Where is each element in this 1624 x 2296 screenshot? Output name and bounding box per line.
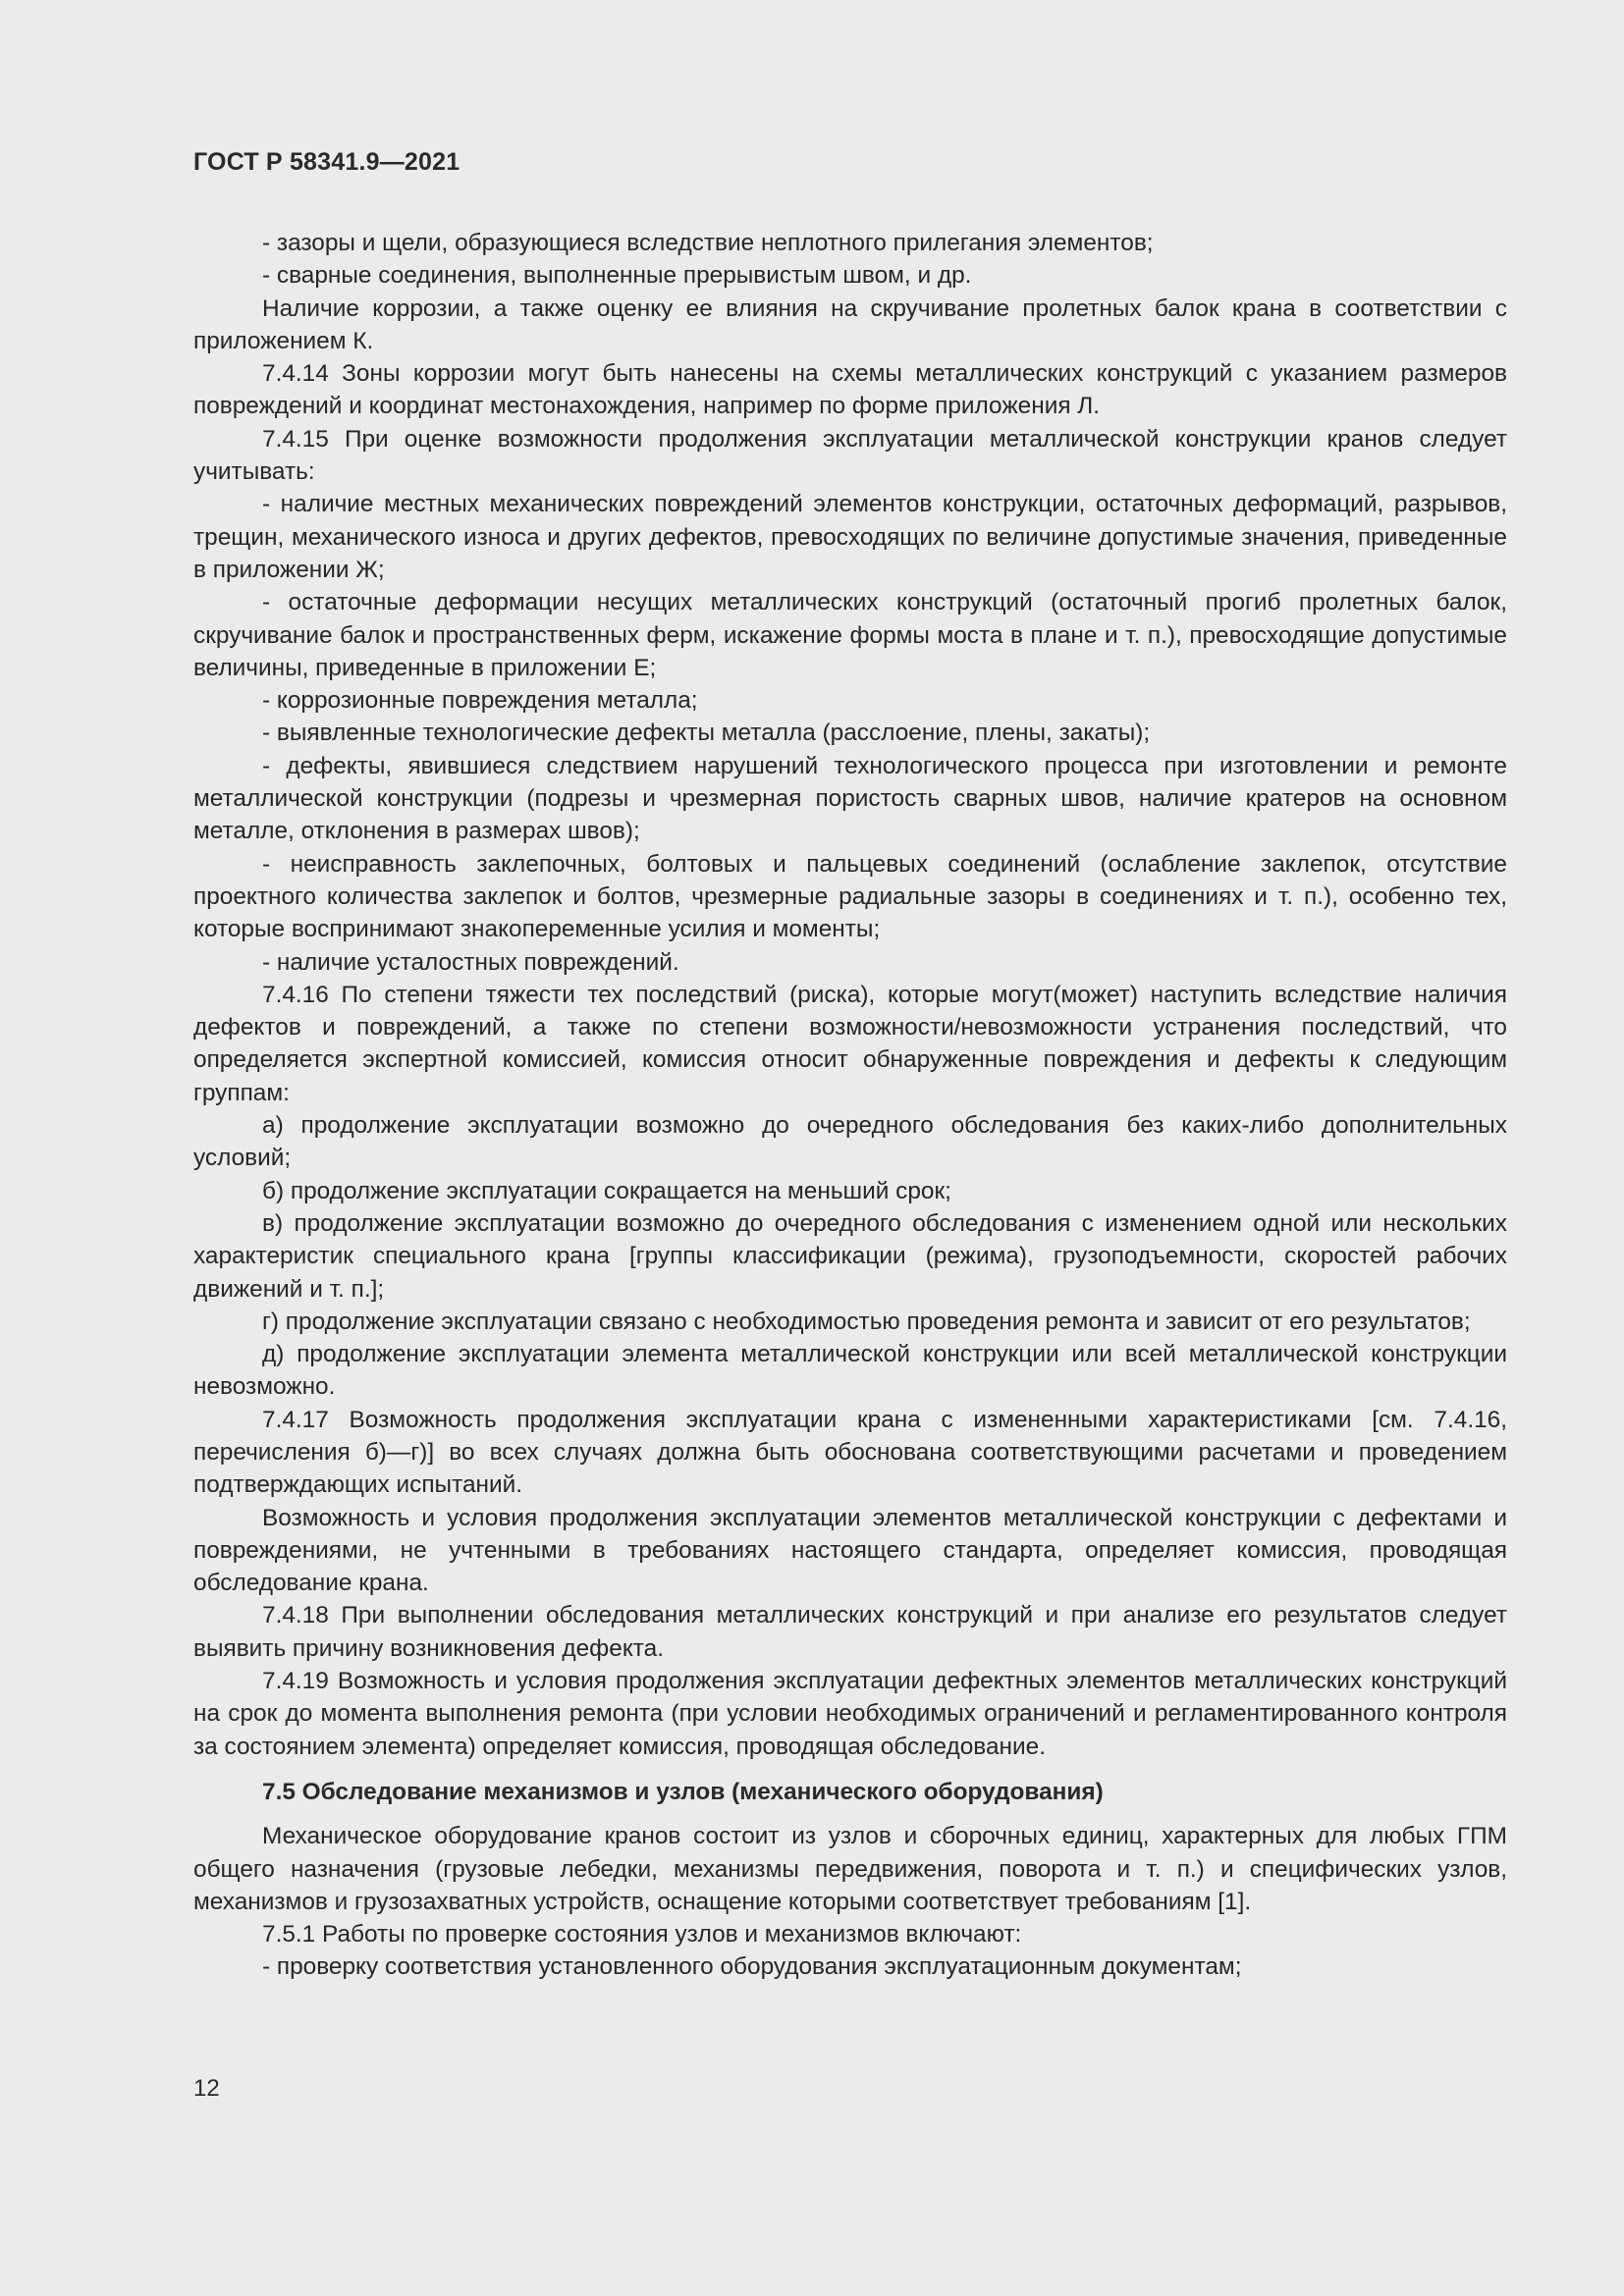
paragraph: - выявленные технологические дефекты металла (расслоение, плены, закаты); [262, 720, 1151, 747]
paragraph: 7.5.1 Работы по проверке состояния узлов и механизмов включают: [262, 1921, 1022, 1949]
page-number: 12 [193, 2075, 220, 2102]
paragraph: 7.4.17 Возможность продолжения эксплуатации крана с измененными характеристиками [см. 7.4.16, перечисления б)—г)] во всех случаях должна быть обоснована соответствующими расчетами и проведением подтверждающих испытаний. [193, 1406, 1507, 1499]
paragraph: Наличие коррозии, а также оценку ее влияния на скручивание пролетных балок крана в соответствии с приложением К. [193, 294, 1507, 354]
paragraph: - неисправность заклепочных, болтовых и пальцевых соединений (ослабление заклепок, отсутствие проектного количества заклепок и болтов, чрезмерные радиальные зазоры в соединениях и т. п.), особенно тех, которые воспринимают знакопеременные усилия и моменты; [193, 850, 1507, 943]
paragraph: Механическое оборудование кранов состоит из узлов и сборочных единиц, характерных для любых ГПМ общего назначения (грузовые лебедки, механизмы передвижения, поворота и т. п.) и специфических узлов, механизмов и грузозахватных устройств, оснащение которыми соответствует требованиям [1]. [193, 1823, 1507, 1915]
paragraph: - проверку соответствия установленного оборудования эксплуатационным документам; [262, 1953, 1242, 1981]
paragraph: - коррозионные повреждения металла; [262, 687, 698, 715]
paragraph: - сварные соединения, выполненные прерывистым швом, и др. [262, 262, 972, 290]
paragraph: - дефекты, явившиеся следствием нарушений технологического процесса при изготовлении и ремонте металлической конструкции (подрезы и чрезмерная пористость сварных швов, наличие кратеров на основном металле, отклонения в размерах швов); [193, 752, 1507, 845]
paragraph: - наличие усталостных повреждений. [262, 948, 679, 976]
paragraph: 7.4.18 При выполнении обследования металлических конструкций и при анализе его результатов следует выявить причину возникновения дефекта. [193, 1602, 1507, 1662]
section-heading: 7.5 Обследование механизмов и узлов (механического оборудования) [262, 1778, 1104, 1805]
document-body [193, 227, 1507, 1984]
paragraph: Возможность и условия продолжения эксплуатации элементов металлической конструкции с дефектами и повреждениями, не учтенными в требованиях настоящего стандарта, определяет комиссия, проводящая обследование крана. [193, 1504, 1507, 1597]
paragraph: 7.4.16 По степени тяжести тех последствий (риска), которые могут(может) наступить вследствие наличия дефектов и повреждений, а также по степени возможности/невозможности устранения последствий, что определяется экспертной комиссией, комиссия относит обнаруженные повреждения и дефекты к следующим группам: [193, 981, 1507, 1106]
paragraph: - остаточные деформации несущих металлических конструкций (остаточный прогиб пролетных балок, скручивание балок и пространственных ферм, искажение формы моста в плане и т. п.), превосходящие допустимые величины, приведенные в приложении Е; [193, 589, 1507, 681]
document-header: ГОСТ Р 58341.9—2021 [193, 148, 460, 176]
paragraph: б) продолжение эксплуатации сокращается на меньший срок; [262, 1177, 951, 1204]
paragraph: а) продолжение эксплуатации возможно до очередного обследования без каких-либо дополнительных условий; [193, 1112, 1507, 1172]
paragraph: в) продолжение эксплуатации возможно до очередного обследования с изменением одной или нескольких характеристик специального крана [группы классификации (режима), грузоподъемности, скоростей рабочих движений и т. п.]; [193, 1209, 1507, 1303]
paragraph: - наличие местных механических повреждений элементов конструкции, остаточных деформаций, разрывов, трещин, механического износа и других дефектов, превосходящих по величине допустимые значения, приведенные в приложении Ж; [193, 491, 1507, 583]
paragraph: д) продолжение эксплуатации элемента металлической конструкции или всей металлической конструкции невозможно. [193, 1341, 1507, 1401]
paragraph: г) продолжение эксплуатации связано с необходимостью проведения ремонта и зависит от его результатов; [262, 1308, 1471, 1335]
paragraph: - зазоры и щели, образующиеся вследствие неплотного прилегания элементов; [262, 230, 1154, 256]
paragraph: 7.4.15 При оценке возможности продолжения эксплуатации металлической конструкции кранов следует учитывать: [193, 425, 1507, 486]
paragraph: 7.4.19 Возможность и условия продолжения эксплуатации дефектных элементов металлических конструкций на срок до момента выполнения ремонта (при условии необходимых ограничений и регламентированного контроля за состоянием элемента) определяет комиссия, проводящая обследование. [193, 1668, 1507, 1760]
paragraph: 7.4.14 Зоны коррозии могут быть нанесены на схемы металлических конструкций с указанием размеров повреждений и координат местонахождения, например по форме приложения Л. [193, 360, 1507, 420]
